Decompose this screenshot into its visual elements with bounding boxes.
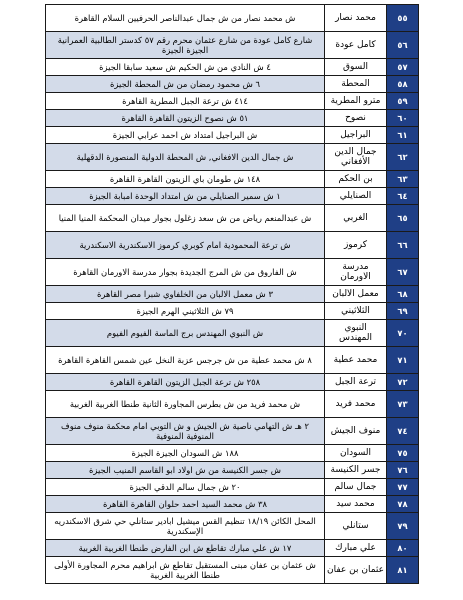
table-row — [46, 445, 419, 462]
table-row — [46, 391, 419, 418]
row-number: ٧٨ — [387, 496, 419, 513]
table-row — [46, 205, 419, 232]
branch-address: ٣٨ ش محمد السيد احمد حلوان القاهرة القاهرة — [46, 496, 325, 513]
branch-name: محمد فريد — [325, 391, 387, 418]
branch-name: ستانلي — [325, 513, 387, 540]
branch-name: كامل عودة — [325, 32, 387, 59]
branch-name: السوق — [325, 59, 387, 76]
branch-address: ش البراجيل امتداد ش احمد عرابي الجيزة — [46, 127, 325, 144]
branch-address: ش الفاروق من ش المرج الجديدة بجوار مدرسة الاورمان القاهرة — [46, 259, 325, 286]
table-body — [46, 5, 419, 584]
row-number: ٥٨ — [387, 76, 419, 93]
table-row — [46, 32, 419, 59]
branch-name: مترو المطرية — [325, 93, 387, 110]
branch-address: ١٧ ش علي مبارك تقاطع ش ابن الفارض طنطا الغربية الغربية — [46, 540, 325, 557]
branch-name: جمال الدين الأفغاني — [325, 144, 387, 171]
branch-address: ٨ ش محمد عطية من ش جرجس عزبة النخل عين شمس القاهرة القاهرة — [46, 347, 325, 374]
branch-address: ١٤٨ ش طومان باي الزيتون القاهرة القاهرة — [46, 171, 325, 188]
row-number: ٨٠ — [387, 540, 419, 557]
branch-address: ٤١٤ ش ترعة الجبل المطرية القاهرة — [46, 93, 325, 110]
table-row — [46, 286, 419, 303]
table-row — [46, 144, 419, 171]
branch-address: ١٨٨ ش السودان الجيزة الجيزة — [46, 445, 325, 462]
branch-name: الصنايلي — [325, 188, 387, 205]
branch-address: شارع كامل عودة من شارع عثمان محرم رقم ٥٧ كدستر الطالبية العمرانية الجيزة الجيزة — [46, 32, 325, 59]
row-number: ٦٧ — [387, 259, 419, 286]
branch-address: ٥١ ش نصوح الزيتون القاهرة القاهرة — [46, 110, 325, 127]
table-row — [46, 110, 419, 127]
row-number: ٥٦ — [387, 32, 419, 59]
branch-name: المحطة — [325, 76, 387, 93]
branch-address: ش ترعة المحمودية امام كوبري كرموز الاسكندرية الاسكندرية — [46, 232, 325, 259]
branch-name: نصوح — [325, 110, 387, 127]
table-row — [46, 5, 419, 32]
branch-name: الغربي — [325, 205, 387, 232]
row-number: ٧٣ — [387, 391, 419, 418]
row-number: ٦٢ — [387, 144, 419, 171]
branch-name: الثلاثيني — [325, 303, 387, 320]
branch-address: ش جسر الكنيسة من ش اولاد ابو القاسم المنيب الجيزة — [46, 462, 325, 479]
table-row — [46, 303, 419, 320]
table-row — [46, 76, 419, 93]
branch-address: ٧٩ ش الثلاثيني الهرم الجيزة — [46, 303, 325, 320]
row-number: ٥٥ — [387, 5, 419, 32]
row-number: ٨١ — [387, 557, 419, 584]
branch-name: جسر الكنيسة — [325, 462, 387, 479]
table-row — [46, 347, 419, 374]
branch-address: ش عبدالمنعم رياض من ش سعد زغلول بجوار ميدان المحكمة المنيا المنيا — [46, 205, 325, 232]
branch-name: البراجيل — [325, 127, 387, 144]
branch-address: ش جمال الدين الافغاني, ش المحطة الدولية المنصورة الدقهلية — [46, 144, 325, 171]
branch-name: محمد سيد — [325, 496, 387, 513]
row-number: ٧٧ — [387, 479, 419, 496]
row-number: ٧١ — [387, 347, 419, 374]
branch-address: ٤ ش النادي من ش الحكيم ش سعيد سابقا الجيزة — [46, 59, 325, 76]
row-number: ٦٣ — [387, 171, 419, 188]
row-number: ٥٧ — [387, 59, 419, 76]
row-number: ٧٥ — [387, 445, 419, 462]
branch-name: معمل الالبان — [325, 286, 387, 303]
row-number: ٦٥ — [387, 205, 419, 232]
branches-table — [45, 4, 419, 584]
row-number: ٥٩ — [387, 93, 419, 110]
row-number: ٦٠ — [387, 110, 419, 127]
branch-name: النبوي المهندس — [325, 320, 387, 347]
branch-address: المحل الكائن ١٨/١٩ تنظيم القس ميشيل ابادير ستانلي حي شرق الاسكندريه الإسكندرية — [46, 513, 325, 540]
branch-name: جمال سالم — [325, 479, 387, 496]
table-row — [46, 374, 419, 391]
branch-address: ٦ ش محمود رمضان من ش المحطة الجيزة — [46, 76, 325, 93]
branch-name: محمد عطية — [325, 347, 387, 374]
row-number: ٦١ — [387, 127, 419, 144]
branch-address: ٣ ش معمل الالبان من الخلفاوي شبرا مصر القاهرة — [46, 286, 325, 303]
branch-name: السودان — [325, 445, 387, 462]
table-row — [46, 513, 419, 540]
table-row — [46, 557, 419, 584]
branch-address: ٢٥٨ ش ترعة الجبل الزيتون القاهرة القاهرة — [46, 374, 325, 391]
branch-name: منوف الجيش — [325, 418, 387, 445]
table-row — [46, 259, 419, 286]
branch-name: محمد نصار — [325, 5, 387, 32]
table-row — [46, 171, 419, 188]
table-row — [46, 188, 419, 205]
table-row — [46, 320, 419, 347]
row-number: ٦٩ — [387, 303, 419, 320]
row-number: ٦٤ — [387, 188, 419, 205]
table-row — [46, 232, 419, 259]
row-number: ٦٦ — [387, 232, 419, 259]
branch-address: ش محمد نصار من ش جمال عبدالناصر الحرفيين السلام القاهرة — [46, 5, 325, 32]
row-number: ٧٩ — [387, 513, 419, 540]
branch-address: ش عثمان بن عفان مبنى المستقبل تقاطع ش ابراهيم محرم المجاورة الأولى طنطا الغربية الغربية — [46, 557, 325, 584]
branch-name: علي مبارك — [325, 540, 387, 557]
table-row — [46, 93, 419, 110]
table-row — [46, 479, 419, 496]
branch-address: ٢٠ ش جمال سالم الدقي الجيزة — [46, 479, 325, 496]
row-number: ٧٢ — [387, 374, 419, 391]
table-row — [46, 540, 419, 557]
table-row — [46, 59, 419, 76]
branch-address: ش النبوي المهندس برج الماسة الفيوم الفيوم — [46, 320, 325, 347]
branch-name: عثمان بن عفان — [325, 557, 387, 584]
row-number: ٧٦ — [387, 462, 419, 479]
table-row — [46, 418, 419, 445]
table-row — [46, 496, 419, 513]
branch-name: مدرسة الاورمان — [325, 259, 387, 286]
branch-address: ٢ هـ ش التهامي ناصية ش الجيش و ش التوبي امام محكمة منوف منوف المنوفية المنوفية — [46, 418, 325, 445]
table-row — [46, 462, 419, 479]
branch-name: ترعة الجبل — [325, 374, 387, 391]
branch-name: بن الحكم — [325, 171, 387, 188]
row-number: ٧٠ — [387, 320, 419, 347]
branch-address: ١ ش سمير الصنايلي من ش امتداد الوحدة امبابة الجيزة — [46, 188, 325, 205]
table-row — [46, 127, 419, 144]
branch-name: كرموز — [325, 232, 387, 259]
row-number: ٦٨ — [387, 286, 419, 303]
row-number: ٧٤ — [387, 418, 419, 445]
branch-address: ش محمد فريد من ش بطرس المجاورة الثانية طنطا الغربية الغربية — [46, 391, 325, 418]
